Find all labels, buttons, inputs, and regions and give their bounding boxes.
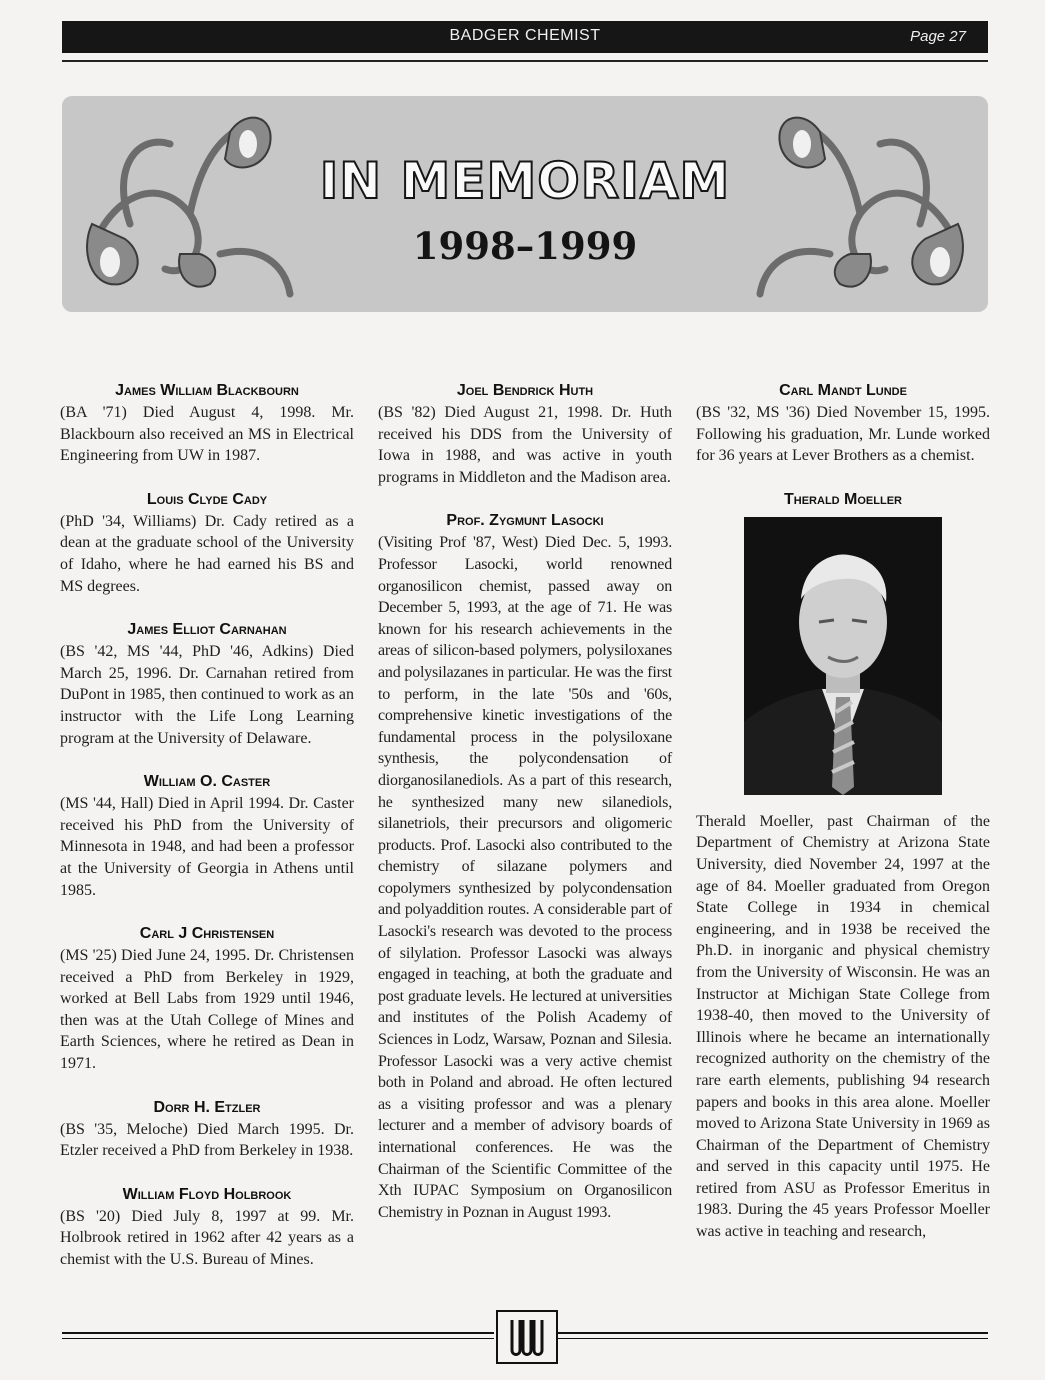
obituary-entry [60, 621, 354, 749]
obituary-text: (Visiting Prof '87, West) Died Dec. 5, 1993. Professor Lasocki, world renowned organosilicon chemist, passed away on December 5, 1993, at the age of 71. He was known for his research achievements in the areas of silicon-based polymers, polysiloxanes and polysilazanes in particular. He was the first to perform, in the late '50s and '60s, comprehensive kinetic investigations of the fundamental process in the polysiloxane synthesis, the polycondensation of diorganosilanediols. As a part of this research, he synthesized many new silanediols, silanetriols, their precursors and oligomeric products. Prof. Lasocki also contributed to the chemistry of silazane polymers and copolymers synthesized by polycondensation and polyaddition routes. A considerable part of Lasocki's research was devoted to the process of silylation. Professor Lasocki was always engaged in teaching, at both the graduate and post graduate levels. He lectured at universities and institutes of the Polish Academy of Sciences in Lodz, Warsaw, Poznan and Silesia. Professor Lasocki was a very active chemist both in Poland and abroad. He often lectured as a visiting professor and was a plenary lecturer and a member of advisory boards of international conferences. He was the Chairman of the Scientific Committee of the Xth IUPAC Symposium on Organosilicon Chemistry in Poznan in August 1993. [378, 534, 672, 1221]
obituary-name: Joel Bendrick Huth [456, 382, 594, 399]
column-1 [60, 382, 354, 1295]
obituary-entry [60, 1099, 354, 1162]
obituary-name: Prof. Zygmunt Lasocki [446, 512, 604, 530]
obituary-entry [60, 773, 354, 901]
obituary-name: Dorr H. Etzler [153, 1098, 261, 1116]
obituary-entry [60, 1186, 354, 1271]
obituary-text: (BS '82) Died August 21, 1998. Dr. Huth received his DDS from the University of Iowa in 1988, and was active in youth programs in Middleton and the Madison area. [378, 404, 672, 486]
obituary-entry [696, 382, 990, 467]
obituary-text: (BS '42, MS '44, PhD '46, Adkins) Died March 25, 1996. Dr. Carnahan retired from DuPont in 1985, then continued to work as an instructor with the Life Long Learning program at the University of Delaware. [60, 643, 354, 747]
footer-rules [62, 1322, 988, 1352]
test-tube-logo-icon [496, 1310, 558, 1364]
column-2 [378, 382, 672, 1247]
obituary-entry [378, 382, 672, 488]
obituary-text: (BS '32, MS '36) Died November 15, 1995. Following his graduation, Mr. Lunde worked for 36 years at Lever Brothers as a chemist. [696, 404, 990, 465]
column-3 [696, 382, 990, 1243]
moeller-portrait-photo [744, 517, 942, 795]
portrait-photo-icon [744, 517, 942, 795]
obituary-entry [378, 512, 672, 1223]
memoriam-title: IN MEMORIAM [319, 152, 731, 210]
obituary-entry [60, 925, 354, 1075]
obituary-text: (MS '44, Hall) Died in April 1994. Dr. Caster received his PhD from the University of Minnesota in 1948, and had been a professor at the University of Georgia in Athens until 1985. [60, 795, 354, 899]
obituary-name: William Floyd Holbrook [122, 1185, 292, 1203]
memoriam-years: 1998–1999 [412, 224, 638, 268]
publication-title: BADGER CHEMIST [449, 27, 601, 44]
obituary-entry [60, 382, 354, 467]
running-header [62, 21, 988, 53]
moeller-text: Therald Moeller, past Chairman of the Department of Chemistry at Arizona State University, died November 24, 1997 at the age of 84. Moeller graduated from Oregon State College in 1934 in chemical engineering, and in 1938 be received the Ph.D. in inorganic and physical chemistry from the University of Wisconsin. He was an Instructor at Michigan State College from 1938-40, then moved to the University of Illinois where he became an internationally recognized authority on the chemistry of the rare earth elements, publishing 94 research papers and books in this area alone. Moeller moved to Arizona State University in 1969 as Chairman of the Department of Chemistry and served in this capacity until 1975. He retired from ASU as Professor Emeritus in 1983. During the 45 years Professor Moeller was active in teaching and research, [696, 812, 990, 1241]
obituary-entry [60, 491, 354, 597]
obituary-text: (MS '25) Died June 24, 1995. Dr. Christensen received a PhD from Berkeley in 1929, worked at Bell Labs from 1929 until 1946, then was at the Utah College of Mines and Earth Sciences, where he retired as Dean in 1971. [60, 947, 354, 1073]
obituary-text: (BS '20) Died July 8, 1997 at 99. Mr. Holbrook retired in 1962 after 42 years as a chemist with the U.S. Bureau of Mines. [60, 1207, 354, 1269]
moeller-name: Therald Moeller [784, 490, 902, 508]
header-rule [62, 60, 988, 62]
page-number: Page 27 [910, 28, 966, 45]
obituary-name: Louis Clyde Cady [146, 490, 268, 508]
obituary-text: (BA '71) Died August 4, 1998. Mr. Blackbourn also received an MS in Electrical Engineering from UW in 1987. [60, 404, 354, 465]
obituary-name: Carl Mandt Lunde [779, 382, 907, 399]
obituary-text: (BS '35, Meloche) Died March 1995. Dr. Etzler received a PhD from Berkeley in 1938. [60, 1120, 354, 1160]
obituary-name: Carl J Christensen [139, 925, 275, 943]
memoriam-banner [62, 96, 988, 312]
obituary-name: William O. Caster [143, 773, 271, 791]
obituary-name: James William Blackbourn [115, 382, 299, 399]
obituary-name: James Elliot Carnahan [127, 621, 287, 639]
obituary-text: (PhD '34, Williams) Dr. Cady retired as a dean at the graduate school of the University of Idaho, where he had earned his BS and MS degrees. [60, 512, 354, 595]
